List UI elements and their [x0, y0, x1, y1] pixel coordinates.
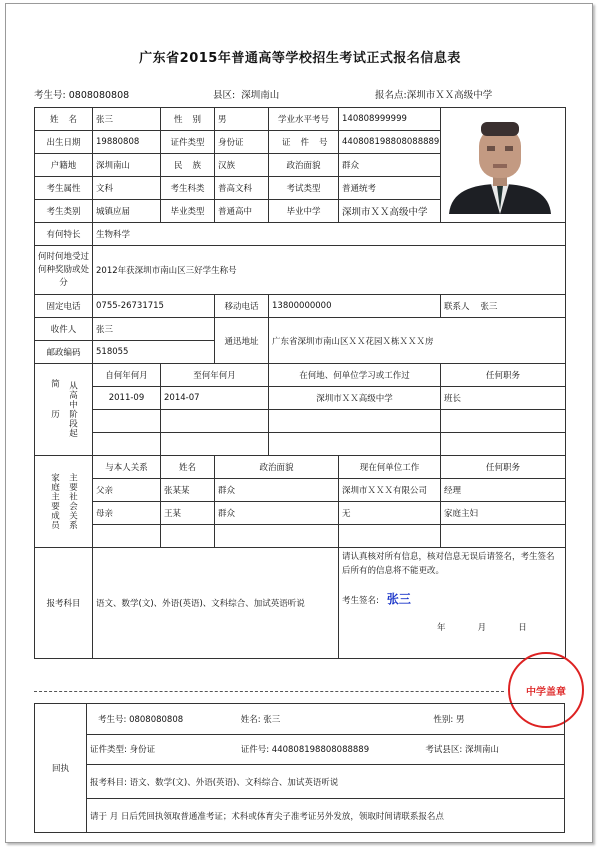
resume-from-header: 自何年何月 [93, 364, 161, 387]
label-zip: 邮政编码 [35, 341, 93, 364]
value-ethnic: 汉族 [215, 154, 269, 177]
value-level-no: 140808999999 [339, 108, 441, 131]
applicant-photo [441, 114, 559, 214]
value-award: 2012年获深圳市南山区三好学生称号 [93, 246, 566, 295]
receipt-row-1: 考生号: 0808080808 姓名: 张三 性别: 男 [87, 704, 565, 735]
family-work-header: 现在何单位工作 [339, 456, 441, 479]
label-subject: 考生科类 [161, 177, 215, 200]
value-id-no: 440808198808088889 [339, 131, 441, 154]
sign-line: 考生签名: 张三 [342, 592, 411, 606]
value-category: 城镇应届 [93, 200, 161, 223]
label-award: 何时何地受过何种奖励或处分 [35, 246, 93, 295]
family-row-work: 无 [339, 502, 441, 525]
value-school: 深圳市ＸＸ高级中学 [339, 200, 441, 223]
label-id-no: 证件号 [269, 131, 339, 154]
family-row-rel: 母亲 [93, 502, 161, 525]
resume-row-to: 2014-07 [161, 387, 269, 410]
value-subjects: 语文、数学(文)、外语(英语)、文科综合、加试英语听说 [93, 548, 339, 659]
label-phone: 固定电话 [35, 295, 93, 318]
resume-row-where [269, 433, 441, 456]
family-role-header: 任何职务 [441, 456, 566, 479]
contact-cell: 联系人 张三 [441, 295, 566, 318]
family-row-rel: 父亲 [93, 479, 161, 502]
family-row-work: 深圳市ＸＸＸ有限公司 [339, 479, 441, 502]
receipt-row-3: 报考科目: 语文、数学(文)、外语(英语)、文科综合、加试英语听说 [87, 765, 565, 799]
receipt-side-label: 回执 [35, 704, 87, 833]
resume-row-where [269, 410, 441, 433]
resume-where-header: 在何地、何单位学习或工作过 [269, 364, 441, 387]
family-row-name: 张某某 [161, 479, 215, 502]
resume-row-role [441, 410, 566, 433]
value-exam-type: 普通统考 [339, 177, 441, 200]
value-gender: 男 [215, 108, 269, 131]
resume-row-from [93, 433, 161, 456]
label-school: 毕业中学 [269, 200, 339, 223]
value-grad-type: 普通高中 [215, 200, 269, 223]
resume-row-role: 班长 [441, 387, 566, 410]
label-mobile: 移动电话 [215, 295, 269, 318]
family-side: 家庭主要成员 主要社会关系 [35, 456, 93, 548]
header-district: 县区: 深圳南山 [213, 90, 280, 101]
receipt-table [34, 703, 565, 833]
family-row-name [161, 525, 215, 548]
label-hukou: 户籍地 [35, 154, 93, 177]
value-name: 张三 [93, 108, 161, 131]
value-id-type: 身份证 [215, 131, 269, 154]
header-exam-no: 考生号: 0808080808 [34, 90, 130, 101]
family-rel-header: 与本人关系 [93, 456, 161, 479]
family-row-rel [93, 525, 161, 548]
resume-row-from [93, 410, 161, 433]
label-exam-type: 考试类型 [269, 177, 339, 200]
form-title: 广东省2015年普通高等学校招生考试正式报名信息表 [139, 51, 461, 66]
family-name-header: 姓名 [161, 456, 215, 479]
date-line: 年 月 日 [437, 623, 527, 633]
school-stamp: 中学盖章 [508, 652, 584, 728]
value-zip: 518055 [93, 341, 215, 364]
family-pol-header: 政治面貌 [215, 456, 339, 479]
label-category: 考生类别 [35, 200, 93, 223]
family-row-pol: 群众 [215, 479, 339, 502]
value-mobile: 13800000000 [269, 295, 441, 318]
info-table [34, 107, 566, 659]
family-row-role: 家庭主妇 [441, 502, 566, 525]
resume-row-role [441, 433, 566, 456]
resume-side: 简历 从高中阶段起 [35, 364, 93, 456]
photo-cell [441, 108, 566, 223]
family-row-pol: 群众 [215, 502, 339, 525]
label-grad-type: 毕业类型 [161, 200, 215, 223]
value-hukou: 深圳南山 [93, 154, 161, 177]
value-attr: 文科 [93, 177, 161, 200]
value-address: 广东省深圳市南山区ＸＸ花园Ｘ栋ＸＸＸ房 [269, 318, 566, 364]
value-recipient: 张三 [93, 318, 215, 341]
label-level-no: 学业水平考号 [269, 108, 339, 131]
receipt-note: 请于 月 日后凭回执领取普通准考证；术科或体育尖子准考证另外发放，领取时间请联系报名点 [87, 799, 565, 833]
value-phone: 0755-26731715 [93, 295, 215, 318]
label-gender: 性别 [161, 108, 215, 131]
resume-row-to [161, 433, 269, 456]
value-political: 群众 [339, 154, 441, 177]
label-recipient: 收件人 [35, 318, 93, 341]
family-row-pol [215, 525, 339, 548]
resume-role-header: 任何职务 [441, 364, 566, 387]
value-birth: 19880808 [93, 131, 161, 154]
label-political: 政治面貌 [269, 154, 339, 177]
resume-row-to [161, 410, 269, 433]
sign-cell [339, 548, 566, 659]
value-talent: 生物科学 [93, 223, 566, 246]
resume-to-header: 至何年何月 [161, 364, 269, 387]
resume-row-where: 深圳市ＸＸ高级中学 [269, 387, 441, 410]
family-row-name: 王某 [161, 502, 215, 525]
family-row-role [441, 525, 566, 548]
confirm-text: 请认真核对所有信息，核对信息无误后请签名，考生签名后所有的信息将不能更改。 [342, 552, 555, 576]
label-subjects: 报考科目 [35, 548, 93, 659]
label-ethnic: 民族 [161, 154, 215, 177]
label-talent: 有何特长 [35, 223, 93, 246]
header-site: 报名点:深圳市ＸＸ高级中学 [375, 90, 493, 101]
label-id-type: 证件类型 [161, 131, 215, 154]
cut-line [34, 691, 504, 692]
resume-row-from: 2011-09 [93, 387, 161, 410]
label-attr: 考生属性 [35, 177, 93, 200]
label-birth: 出生日期 [35, 131, 93, 154]
value-subject: 普高文科 [215, 177, 269, 200]
label-address: 通迅地址 [215, 318, 269, 364]
family-row-role: 经理 [441, 479, 566, 502]
label-name: 姓名 [35, 108, 93, 131]
family-row-work [339, 525, 441, 548]
receipt-row-2: 证件类型: 身份证 证件号: 440808198808088889 考试县区: 深圳南山 [87, 734, 565, 765]
